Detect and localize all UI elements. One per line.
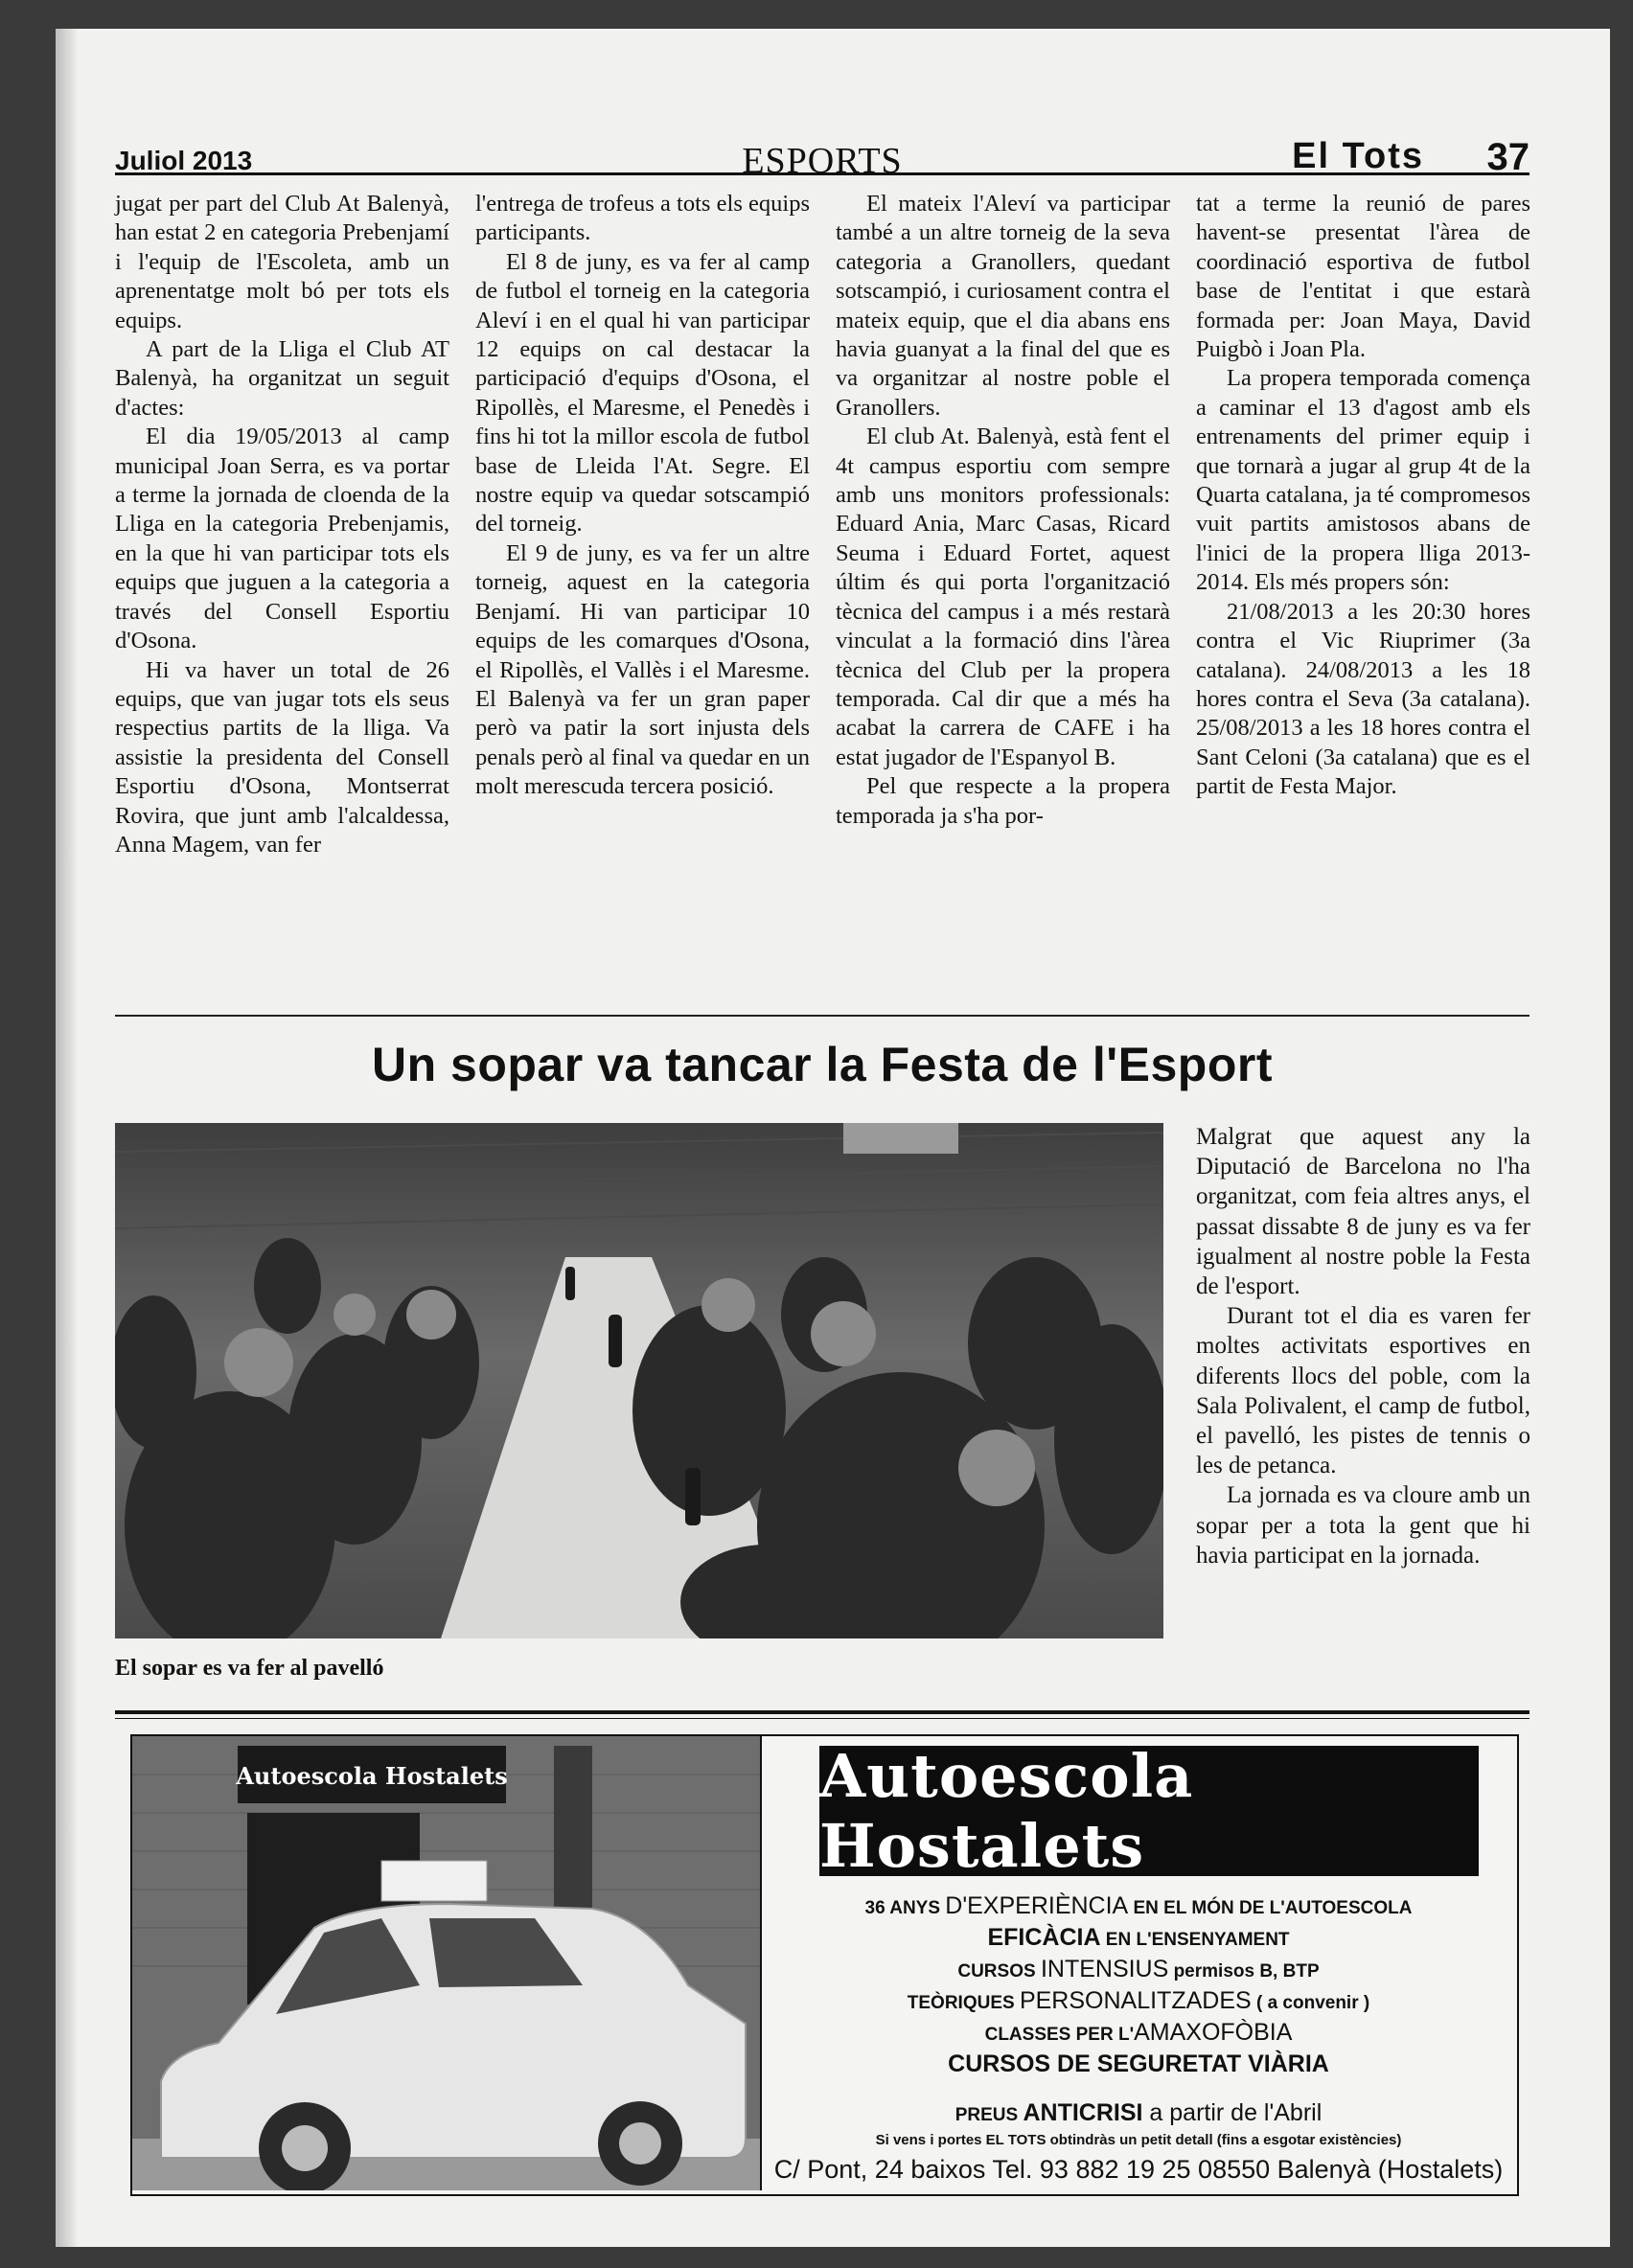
paragraph: El 8 de juny, es va fer al camp de futbol el torneig en la categoria Aleví i en el qual hi van participar 12 equips on cal destacar la participació d'equips d'Osona, el Ripollès, el Maresme, el Penedès i fins hi tot la millor escola de futbol base de Lleida l'At. Segre. El nostre equip va quedar sotscampió del torneig. (475, 248, 810, 538)
ad-highlight: AMAXOFÒBIA (1134, 2019, 1293, 2046)
paragraph: Durant tot el dia es varen fer moltes activitats esportives en diferents llocs del poble, com la Sala Polivalent, el camp de futbol, el pavelló, les pistes de tennis o les de petanca. (1196, 1303, 1530, 1479)
ad-line (760, 1891, 1517, 1923)
paragraph: 21/08/2013 a les 20:30 hores contra el Vic Riuprimer (3a catalana). 24/08/2013 a les 18 hores contra el Seva (3a catalana). 25/08/2013 a les 18 hores contra el Sant Celoni (3a catalana) que es el partit de Festa Major. (1196, 598, 1530, 800)
ad-line: Si vens i portes EL TOTS obtindràs un petit detall (fins a esgotar existències) (875, 2132, 1402, 2148)
ad-highlight: PERSONALITZADES (1019, 1987, 1252, 2014)
header-section: ESPORTS (742, 141, 903, 181)
page-header (115, 113, 1530, 181)
ad-divider-thin (115, 1718, 1530, 1719)
paragraph: Pel que respecte a la propera temporada ja s'ha por- (836, 773, 1170, 829)
ad-text: EN L'ENSENYAMENT (1100, 1930, 1290, 1950)
paragraph: El 9 de juny, es va fer un altre torneig, aquest en la categoria Benjamí. Hi van participar 10 equips de les comarques d'Osona, el Ripollès, el Vallès i el Maresme. El Balenyà va fer un gran paper però va patir la sort injusta dels penals però al final va quedar en un molt merescuda tercera posició. (475, 539, 810, 800)
ad-text: ( a convenir ) (1251, 1993, 1370, 2013)
ad-divider (115, 1710, 1530, 1714)
paragraph: Malgrat que aquest any la Diputació de Barcelona no l'ha organitzat, com feia altres anys, el passat dissabte 8 de juny es va fer igualment al nostre poble la Festa de l'esport. (1196, 1124, 1530, 1300)
ad-text: CURSOS (957, 1961, 1041, 1982)
newspaper-page (56, 29, 1610, 2247)
ad-highlight: INTENSIUS (1040, 1956, 1169, 1982)
ad-line (760, 2098, 1517, 2130)
page-gutter (56, 29, 77, 2247)
autoescola-advertisement (130, 1734, 1519, 2196)
autoescola-logo (819, 1741, 1479, 1881)
ad-highlight: CURSOS DE SEGURETAT VIÀRIA (948, 2050, 1329, 2077)
paragraph: tat a terme la reunió de pares havent-se presentat l'àrea de coordinació esportiva de futbol base de l'entitat i que estarà formada per: Joan Maya, David Puigbò i Joan Pla. (1196, 191, 1530, 363)
header-date: Juliol 2013 (115, 146, 253, 175)
ad-text-panel (760, 1736, 1517, 2190)
article1-column-2 (475, 190, 810, 802)
ad-text: EN EL MÓN DE L'AUTOESCOLA (1128, 1898, 1413, 1918)
ad-text: a partir de l'Abril (1142, 2099, 1322, 2126)
ad-text: PREUS (954, 2105, 1024, 2125)
storefront-car-image (132, 1736, 760, 2190)
article2-body (1196, 1122, 1530, 1570)
ad-line (760, 2018, 1517, 2050)
ad-line (760, 1986, 1517, 2018)
ad-highlight: D'EXPERIÈNCIA (945, 1892, 1129, 1919)
storefront-sign: Autoescola Hostalets (236, 1762, 508, 1790)
logo-text: Autoescola Hostalets (819, 1741, 1194, 1881)
paragraph: La jornada es va cloure amb un sopar per a tota la gent que hi havia participat en la jornada. (1196, 1482, 1530, 1569)
ad-line (760, 1923, 1517, 1955)
header-page-number: 37 (1486, 136, 1530, 178)
paragraph: Hi va haver un total de 26 equips, que van jugar tots els seus respectius partits de la lliga. Va assistie la presidenta del Consell Esportiu d'Osona, Montserrat Rovira, que junt amb l'alcaldessa, Anna Magem, van fer (115, 656, 449, 858)
article2-headline: Un sopar va tancar la Festa de l'Esport (371, 1038, 1274, 1091)
paragraph: El mateix l'Aleví va participar també a un altre torneig de la seva categoria a Granollers, quedant sotscampió, i curiosament contra el mateix equip, que el dia abans ens havia guanyat a la final del que es va organitzar al nostre poble el Granollers. (836, 191, 1170, 421)
paragraph: El dia 19/05/2013 al camp municipal Joan Serra, es va portar a terme la jornada de cloenda de la Lliga en la categoria Prebenjamis, en la que hi van participar tots els equips que juguen a la categoria a través del Consell Esportiu d'Osona. (115, 424, 449, 654)
paragraph: l'entrega de trofeus a tots els equips participants. (475, 191, 810, 246)
ad-offers (760, 1891, 1517, 2151)
article1-column-1 (115, 190, 449, 859)
ad-address: C/ Pont, 24 baixos Tel. 93 882 19 25 08550 Balenyà (Hostalets) (773, 2155, 1504, 2184)
ad-text: permisos B, BTP (1168, 1961, 1320, 1982)
ad-line (760, 1955, 1517, 1986)
paragraph: El club At. Balenyà, està fent el 4t campus esportiu com sempre amb uns monitors professionals: Eduard Ania, Marc Casas, Ricard Seuma i Eduard Fortet, aquest últim és qui porta l'organització tècnica del campus i a més restarà vinculat a la formació dins l'àrea tècnica del Club per la propera temporada. Cal dir que a més ha acabat la carrera de CAFE i ha estat jugador de l'Espanyol B. (836, 424, 1170, 770)
article1-column-4 (1196, 190, 1530, 802)
ad-line (760, 2050, 1517, 2081)
storefront-photo (132, 1736, 762, 2190)
paragraph: A part de la Lliga el Club AT Balenyà, ha organitzat un seguit d'actes: (115, 336, 449, 421)
dinner-photo-image (115, 1123, 1163, 1638)
ad-text: 36 ANYS (864, 1898, 946, 1918)
dinner-photo (115, 1123, 1163, 1638)
article1-column-3 (836, 190, 1170, 831)
section-divider (115, 1015, 1530, 1017)
paragraph: La propera temporada comença a caminar el 13 d'agost amb els entrenaments del primer equip i que tornarà a jugar al grup 4t de la Quarta catalana, ja té compromesos vuit partits amistosos abans de l'inici de la propera lliga 2013-2014. Els més propers són: (1196, 365, 1530, 596)
ad-highlight: EFICÀCIA (987, 1924, 1101, 1951)
header-publication: El Tots (1292, 136, 1424, 176)
ad-text: TEÒRIQUES (907, 1993, 1020, 2013)
ad-text: CLASSES PER L' (984, 2025, 1135, 2045)
ad-highlight: ANTICRISI (1023, 2099, 1143, 2126)
paragraph: jugat per part del Club At Balenyà, han estat 2 en categoria Prebenjamí i l'equip de l'Escoleta, amb un aprenentatge molt bó per tots els equips. (115, 191, 449, 333)
photo-caption: El sopar es va fer al pavelló (115, 1656, 384, 1681)
